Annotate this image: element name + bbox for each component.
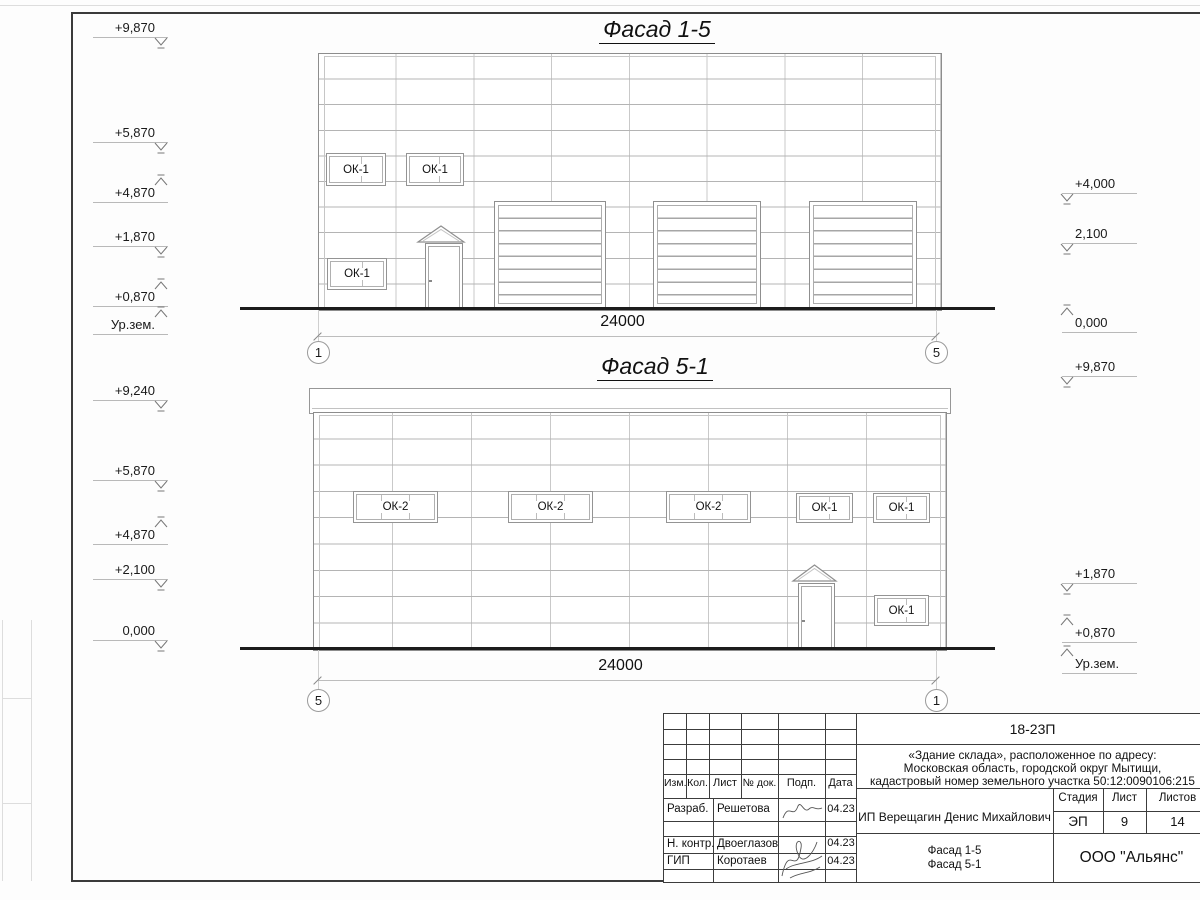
- elevation-mark-ground: Ур.зем.: [93, 317, 168, 335]
- level-arrow-icon: [154, 142, 168, 154]
- level-arrow-icon: [154, 306, 168, 318]
- project-desc-line: кадастровый номер земельного участка 50:12:0090106:215: [869, 774, 1195, 788]
- window-ok1: [406, 153, 464, 186]
- elevation-mark: 0,000: [93, 623, 168, 641]
- ground-line: [240, 647, 995, 650]
- window-ok1: [874, 595, 929, 626]
- elevation-mark: +4,870: [93, 185, 168, 203]
- axis-bubble-1: 1: [925, 689, 948, 712]
- stage-value: ЭП: [1068, 814, 1088, 829]
- elevation-mark: +0,870: [93, 289, 168, 307]
- window-label: ОК-2: [537, 501, 564, 513]
- level-arrow-icon: [1060, 376, 1074, 388]
- row-role: Разраб.: [667, 803, 709, 815]
- window-ok2: [353, 491, 438, 523]
- elevation-mark: +9,870: [1062, 359, 1137, 377]
- window-label: ОК-2: [695, 501, 722, 513]
- elevation-mark: +1,870: [93, 229, 168, 247]
- axis-bubble-1: 1: [307, 341, 330, 364]
- window-ok1: [873, 493, 930, 523]
- frame-top: [71, 12, 1200, 14]
- margin-stamp-line: [2, 620, 3, 881]
- axis-bubble-5: 5: [307, 689, 330, 712]
- facade-1-5-wall: [318, 53, 942, 311]
- entrance-door: [425, 243, 463, 311]
- facade-1-5-title: Фасад 1-5: [547, 16, 767, 43]
- level-arrow-icon: [1060, 614, 1074, 626]
- col-list: Лист: [713, 777, 737, 789]
- row-role: ГИП: [667, 855, 690, 867]
- level-arrow-icon: [1060, 193, 1074, 205]
- elevation-mark: +4,000: [1062, 176, 1137, 194]
- sectional-gate: [809, 201, 917, 308]
- elevation-mark: +5,870: [93, 463, 168, 481]
- door-leaf: [801, 586, 832, 648]
- window-label: ОК-1: [422, 163, 448, 176]
- elevation-mark: 2,100: [1062, 226, 1137, 244]
- col-doc: № док.: [742, 777, 777, 789]
- elevation-mark: +0,870: [1062, 625, 1137, 643]
- parapet-band: [309, 388, 951, 414]
- sheets-label: Листов: [1158, 792, 1197, 804]
- gate-slats: [498, 205, 602, 304]
- door-handle: [802, 620, 805, 622]
- level-arrow-icon: [154, 400, 168, 412]
- level-arrow-icon: [154, 640, 168, 652]
- sheet-label: Лист: [1112, 792, 1137, 804]
- extension-line: [936, 650, 937, 689]
- row-date: 04.23: [827, 837, 855, 849]
- level-arrow-icon: [1060, 243, 1074, 255]
- row-name: Коротаев: [717, 855, 767, 867]
- level-arrow-icon: [154, 174, 168, 186]
- margin-stamp-line: [31, 620, 32, 881]
- level-arrow-icon: [1060, 583, 1074, 595]
- window-ok1: [796, 493, 853, 523]
- gate-slats: [813, 205, 913, 304]
- door-leaf: [428, 246, 460, 308]
- frame-left: [71, 12, 73, 882]
- sheet-edge-line: [0, 5, 1200, 6]
- row-name: Двоеглазов: [717, 838, 779, 850]
- elevation-mark-ground: Ур.зем.: [1062, 656, 1137, 674]
- project-code: 18-23П: [1009, 721, 1056, 737]
- extension-line: [318, 650, 319, 689]
- project-desc-line: Московская область, городской округ Мытищи,: [903, 761, 1162, 775]
- stage-label: Стадия: [1058, 792, 1098, 804]
- elevation-mark: +9,240: [93, 383, 168, 401]
- sheet-value: 9: [1120, 814, 1129, 829]
- window-label: ОК-1: [344, 268, 370, 280]
- level-arrow-icon: [154, 246, 168, 258]
- row-date: 04.23: [827, 803, 855, 815]
- dimension-line: [318, 336, 936, 337]
- customer-name: ИП Верещагин Денис Михайлович: [858, 810, 1051, 824]
- window-label: ОК-1: [343, 163, 369, 176]
- company-name: ООО "Альянс": [1079, 849, 1184, 866]
- elevation-mark: +9,870: [93, 20, 168, 38]
- col-kol: Кол.: [687, 777, 708, 789]
- margin-stamp-line: [2, 803, 32, 804]
- level-arrow-icon: [154, 278, 168, 290]
- sectional-gate: [494, 201, 606, 308]
- facade-5-1-title: Фасад 5-1: [545, 353, 765, 380]
- level-arrow-icon: [154, 579, 168, 591]
- window-ok1: [327, 258, 387, 290]
- col-data: Дата: [828, 777, 853, 789]
- elevation-mark: +2,100: [93, 562, 168, 580]
- window-label: ОК-2: [382, 501, 409, 513]
- elevation-mark: +5,870: [93, 125, 168, 143]
- level-arrow-icon: [154, 37, 168, 49]
- level-arrow-icon: [154, 480, 168, 492]
- level-arrow-icon: [154, 516, 168, 528]
- col-podp: Подп.: [786, 777, 817, 789]
- dimension-text: 24000: [598, 657, 643, 674]
- level-arrow-icon: [1060, 304, 1074, 316]
- dimension-text: 24000: [600, 313, 645, 330]
- ground-line: [240, 307, 995, 310]
- dimension-line: [318, 680, 936, 681]
- door-handle: [429, 280, 432, 282]
- elevation-mark: +4,870: [93, 527, 168, 545]
- signature-icon: [780, 799, 825, 822]
- window-label: ОК-1: [888, 502, 915, 514]
- entrance-door: [798, 583, 835, 651]
- signature-icon: [776, 834, 828, 881]
- project-desc-line: «Здание склада», расположенное по адресу:: [908, 748, 1157, 762]
- window-ok1: [326, 153, 386, 186]
- elevation-mark: 0,000: [1062, 315, 1137, 333]
- axis-bubble-5: 5: [925, 341, 948, 364]
- sheets-value: 14: [1170, 814, 1185, 829]
- window-ok2: [508, 491, 593, 523]
- gate-slats: [657, 205, 757, 304]
- window-ok2: [666, 491, 751, 523]
- margin-stamp-line: [2, 698, 32, 699]
- sheet-title-line: Фасад 1-5: [927, 845, 982, 857]
- title-block: [663, 713, 1200, 883]
- window-label: ОК-1: [888, 604, 915, 617]
- window-label: ОК-1: [811, 502, 838, 514]
- row-name: Решетова: [717, 803, 770, 815]
- col-izm: Изм.: [664, 777, 687, 789]
- elevation-mark: +1,870: [1062, 566, 1137, 584]
- row-date: 04.23: [827, 855, 855, 867]
- level-arrow-icon: [1060, 645, 1074, 657]
- sheet-title-line: Фасад 5-1: [927, 859, 982, 871]
- sectional-gate: [653, 201, 761, 308]
- row-role: Н. контр.: [667, 838, 715, 850]
- facade-5-1-wall: [313, 412, 947, 651]
